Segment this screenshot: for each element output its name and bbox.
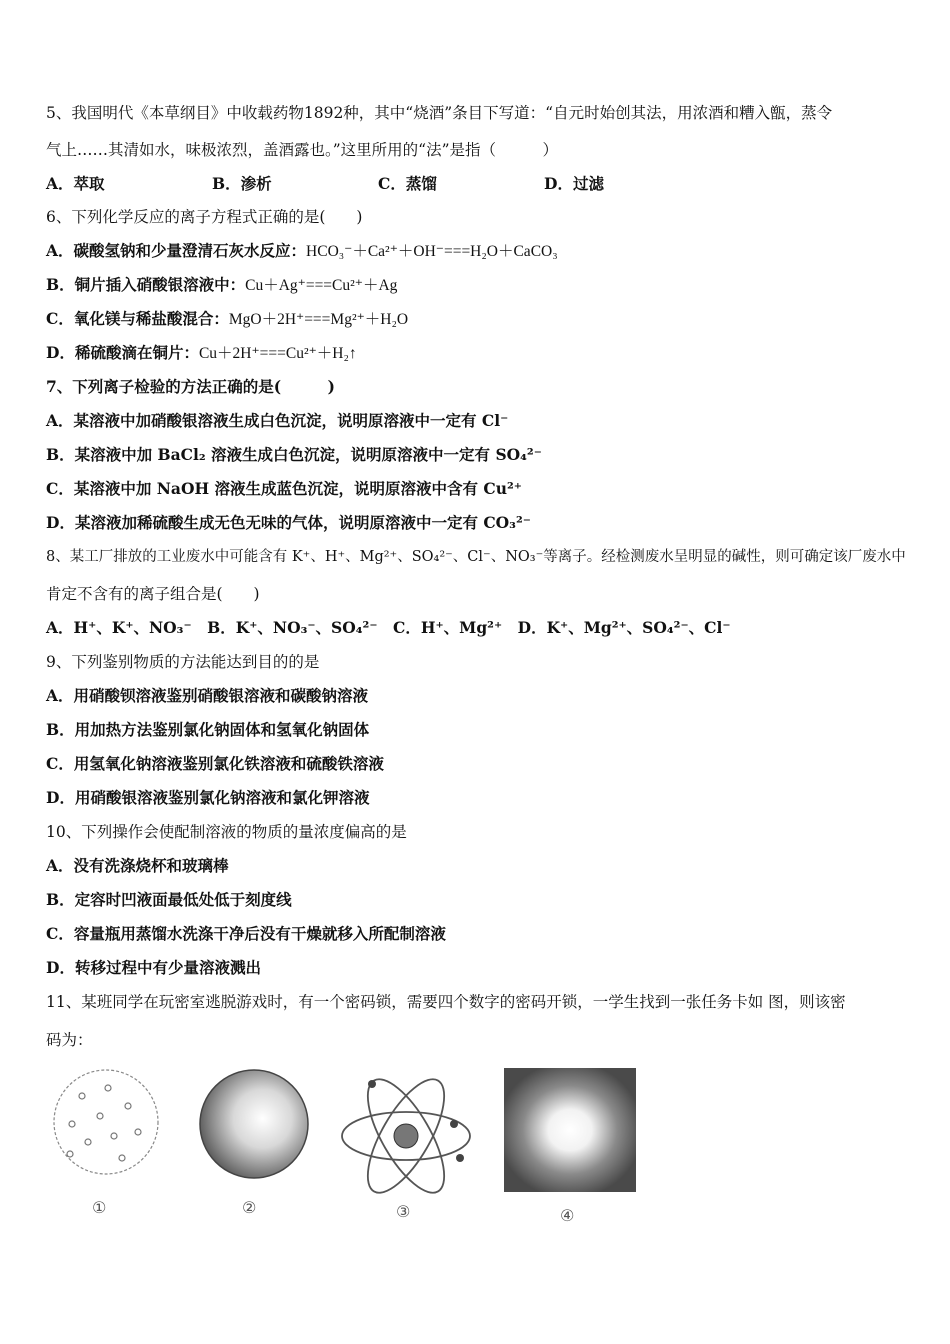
q5-options [46,174,604,194]
figure-caption-2: ② [242,1198,257,1217]
q10-stem: 10、下列操作会使配制溶液的物质的量浓度偏高的是 [46,823,407,841]
q6-option-d: D．稀硫酸滴在铜片：Cu＋2H⁺===Cu²⁺＋H₂↑ [46,343,357,362]
q8-options: A．H⁺、K⁺、NO₃⁻ B．K⁺、NO₃⁻、SO₄²⁻ C．H⁺、Mg²⁺ D．K⁺、Mg²⁺、SO₄²⁻、Cl⁻ [46,618,731,637]
q11-line2: 码为： [46,1031,93,1049]
q6-option-a: A．碳酸氢钠和少量澄清石灰水反应：HCO₃⁻＋Ca²⁺＋OH⁻===H₂O＋CaCO₃ [46,241,558,260]
q5-option-a: A．萃取 [46,174,105,193]
nuclear-atom-model-figure [336,1066,476,1206]
q6-option-b: B．铜片插入硝酸银溶液中：Cu＋Ag⁺===Cu²⁺＋Ag [46,275,398,294]
q11-line1: 11、某班同学在玩密室逃脱游戏时，有一个密码锁，需要四个数字的密码开锁，一学生找到一张任务卡如 图，则该密 [46,993,846,1011]
q6-stem: 6、下列化学反应的离子方程式正确的是( ) [46,208,363,226]
q7-stem: 7、下列离子检验的方法正确的是( ) [46,377,335,396]
plum-pudding-model-figure [50,1066,162,1178]
q5-option-d: D．过滤 [544,174,604,193]
q9-option-c: C．用氢氧化钠溶液鉴别氯化铁溶液和硫酸铁溶液 [46,754,384,773]
q5-line1: 5、我国明代《本草纲目》中收载药物1892种，其中“烧酒”条目下写道：“自元时始创其法，用浓酒和糟入甑，蒸令 [46,104,833,122]
q10-option-a: A．没有洗涤烧杯和玻璃棒 [46,856,229,875]
q7-option-d: D．某溶液加稀硫酸生成无色无味的气体，说明原溶液中一定有 CO₃²⁻ [46,513,531,532]
q7-option-b: B．某溶液中加 BaCl₂ 溶液生成白色沉淀，说明原溶液中一定有 SO₄²⁻ [46,445,542,464]
q5-line2: 气上……其清如水，味极浓烈，盖酒露也。”这里所用的“法”是指（ ） [46,141,559,159]
q7-option-c: C．某溶液中加 NaOH 溶液生成蓝色沉淀，说明原溶液中含有 Cu²⁺ [46,479,522,498]
q10-option-d: D．转移过程中有少量溶液溅出 [46,958,261,977]
solid-sphere-model-figure [196,1066,312,1182]
q5-option-b: B．渗析 [212,174,272,193]
q9-option-a: A．用硝酸钡溶液鉴别硝酸银溶液和碳酸钠溶液 [46,686,369,705]
q8-line2: 肯定不含有的离子组合是( ) [46,585,260,603]
q9-option-d: D．用硝酸银溶液鉴别氯化钠溶液和氯化钾溶液 [46,788,370,807]
q7-option-a: A．某溶液中加硝酸银溶液生成白色沉淀，说明原溶液中一定有 Cl⁻ [46,411,509,430]
figure-caption-1: ① [92,1198,107,1217]
figure-caption-3: ③ [396,1202,411,1221]
q8-line1: 8、某工厂排放的工业废水中可能含有 K⁺、H⁺、Mg²⁺、SO₄²⁻、Cl⁻、NO₃⁻等离子。经检测废水呈明显的碱性，则可确定该厂废水中 [46,549,906,565]
q10-option-c: C．容量瓶用蒸馏水洗涤干净后没有干燥就移入所配制溶液 [46,924,446,943]
q10-option-b: B．定容时凹液面最低处低于刻度线 [46,890,292,909]
q6-option-c: C．氧化镁与稀盐酸混合：MgO＋2H⁺===Mg²⁺＋H₂O [46,309,409,328]
q9-option-b: B．用加热方法鉴别氯化钠固体和氢氧化钠固体 [46,720,370,739]
atom-model-figures [46,1066,646,1226]
q5-option-c: C．蒸馏 [378,174,437,193]
figure-caption-4: ④ [560,1206,575,1225]
q9-stem: 9、下列鉴别物质的方法能达到目的的是 [46,653,320,671]
electron-cloud-model-figure [504,1068,636,1192]
